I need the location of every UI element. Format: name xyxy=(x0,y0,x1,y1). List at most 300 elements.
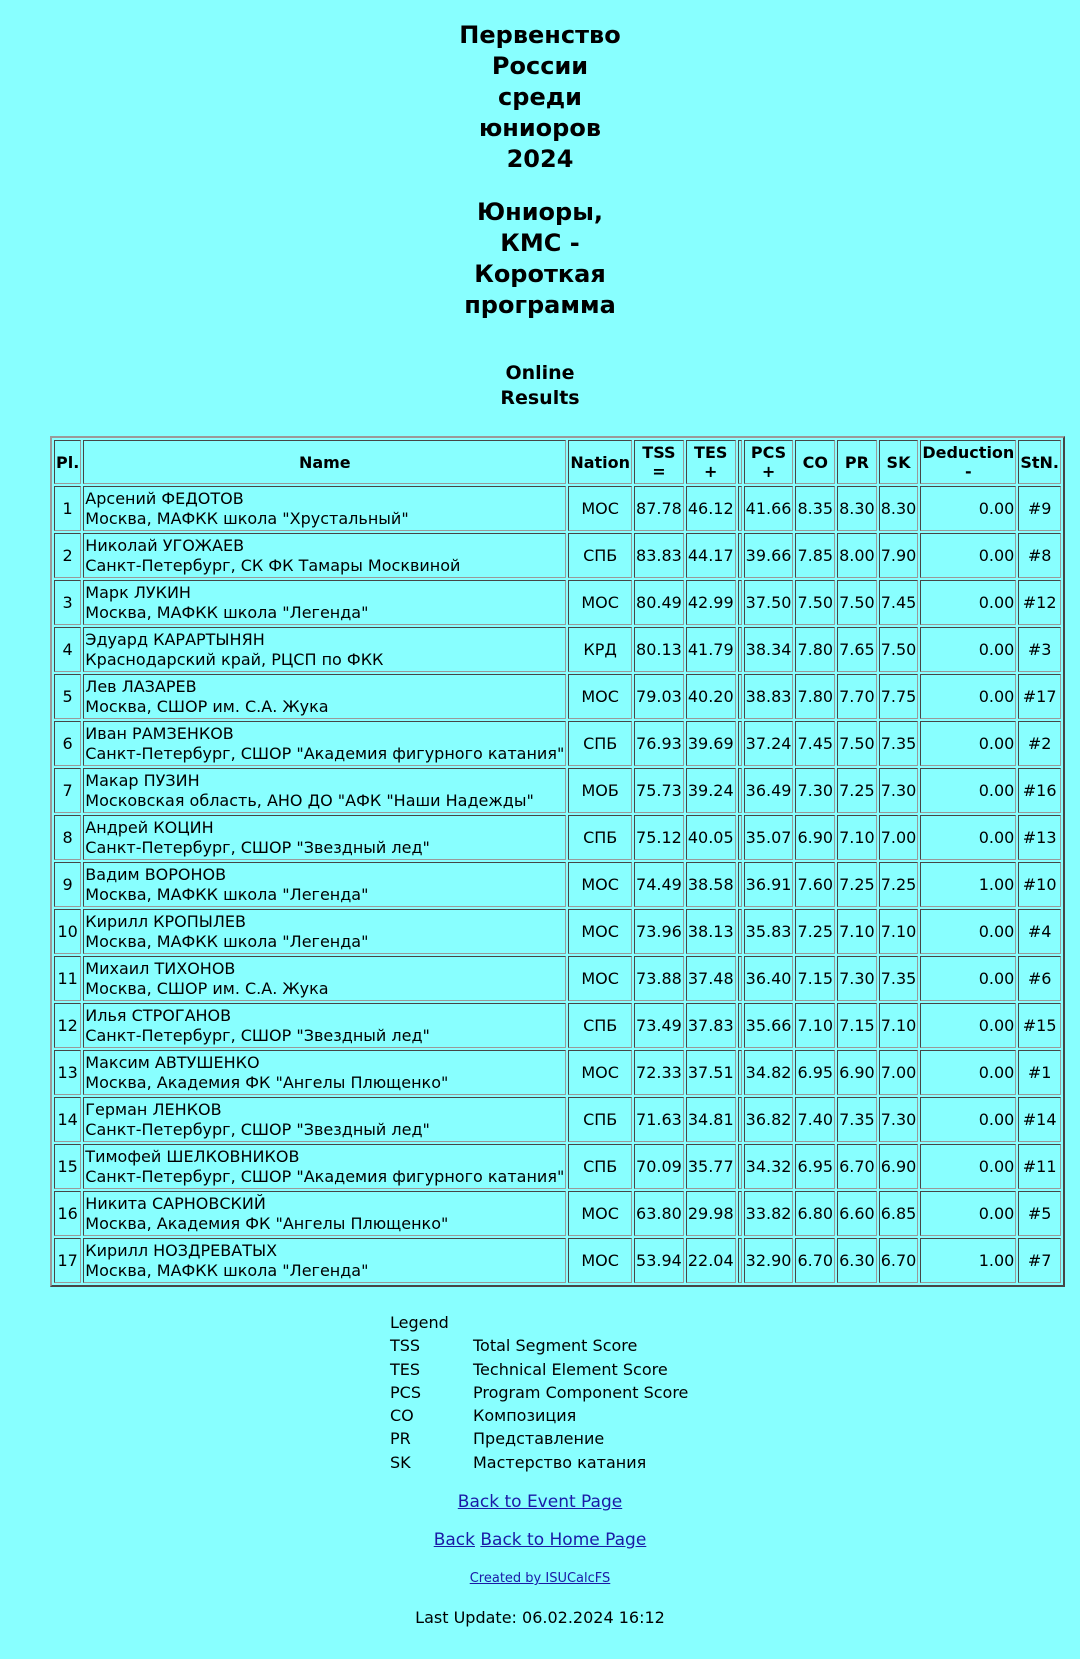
sk-cell: 8.30 xyxy=(879,486,919,531)
tes-cell: 38.13 xyxy=(686,909,736,954)
co-cell: 7.15 xyxy=(795,956,835,1001)
name-cell xyxy=(83,1097,566,1142)
legend-abbr: TSS xyxy=(390,1336,421,1356)
sk-cell: 7.10 xyxy=(879,909,919,954)
deduction-cell: 0.00 xyxy=(920,815,1016,860)
pr-cell: 6.60 xyxy=(837,1191,877,1236)
nation-cell: СПБ xyxy=(568,533,632,578)
sk-cell: 7.30 xyxy=(879,768,919,813)
nation-cell: СПБ xyxy=(568,1097,632,1142)
tes-cell: 44.17 xyxy=(686,533,736,578)
sk-cell: 7.45 xyxy=(879,580,919,625)
nation-cell: МОС xyxy=(568,1238,632,1283)
deduction-cell: 0.00 xyxy=(920,768,1016,813)
legend-abbr: TES xyxy=(390,1359,421,1379)
table-row xyxy=(54,1097,1061,1142)
deduction-cell: 0.00 xyxy=(920,580,1016,625)
tes-cell: 40.20 xyxy=(686,674,736,719)
co-cell: 8.35 xyxy=(795,486,835,531)
deduction-cell: 0.00 xyxy=(920,909,1016,954)
co-cell: 7.80 xyxy=(795,674,835,719)
name-cell xyxy=(83,721,566,766)
co-cell: 7.80 xyxy=(795,627,835,672)
name-cell xyxy=(83,533,566,578)
tss-cell: 75.73 xyxy=(634,768,684,813)
tes-cell: 37.51 xyxy=(686,1050,736,1095)
header-pr: PR xyxy=(837,440,877,484)
stn-cell: #2 xyxy=(1018,721,1061,766)
legend-item xyxy=(390,1451,688,1474)
skater-name: Иван РАМЗЕНКОВ xyxy=(85,723,234,743)
legend-desc: Композиция xyxy=(473,1406,577,1426)
skater-name: Кирилл НОЗДРЕВАТЫХ xyxy=(85,1240,278,1260)
name-cell xyxy=(83,1238,566,1283)
pcs-cell: 36.40 xyxy=(744,956,794,1001)
tes-cell: 39.69 xyxy=(686,721,736,766)
deduction-cell: 0.00 xyxy=(920,1144,1016,1189)
legend-item xyxy=(390,1358,688,1381)
deduction-cell: 1.00 xyxy=(920,862,1016,907)
skater-club: Санкт-Петербург, СШОР "Звездный лед" xyxy=(85,1119,430,1139)
tes-cell: 42.99 xyxy=(686,580,736,625)
header-tss: TSS = xyxy=(634,440,684,484)
stn-cell: #16 xyxy=(1018,768,1061,813)
skater-name: Макар ПУЗИН xyxy=(85,770,200,790)
tss-cell: 73.88 xyxy=(634,956,684,1001)
deduction-cell: 0.00 xyxy=(920,674,1016,719)
tes-cell: 35.77 xyxy=(686,1144,736,1189)
table-row xyxy=(54,956,1061,1001)
results-table xyxy=(50,436,1065,1287)
deduction-cell: 1.00 xyxy=(920,1238,1016,1283)
deduction-cell: 0.00 xyxy=(920,533,1016,578)
legend-item xyxy=(390,1404,688,1427)
tes-cell: 22.04 xyxy=(686,1238,736,1283)
stn-cell: #6 xyxy=(1018,956,1061,1001)
back-to-event-link[interactable]: Back to Event Page xyxy=(457,1492,623,1512)
nation-cell: СПБ xyxy=(568,721,632,766)
tss-cell: 80.49 xyxy=(634,580,684,625)
spacer-cell xyxy=(738,721,742,766)
table-row xyxy=(54,486,1061,531)
skater-name: Максим АВТУШЕНКО xyxy=(85,1052,260,1072)
skater-name: Никита САРНОВСКИЙ xyxy=(85,1193,266,1213)
pr-cell: 7.10 xyxy=(837,909,877,954)
pr-cell: 8.30 xyxy=(837,486,877,531)
name-cell xyxy=(83,486,566,531)
pcs-cell: 36.91 xyxy=(744,862,794,907)
home-links-container xyxy=(0,1530,1080,1550)
table-row xyxy=(54,627,1061,672)
back-to-home-link[interactable]: Back to Home Page xyxy=(480,1530,647,1550)
table-row xyxy=(54,533,1061,578)
table-row xyxy=(54,768,1061,813)
nation-cell: МОС xyxy=(568,862,632,907)
pr-cell: 6.90 xyxy=(837,1050,877,1095)
event-link-container xyxy=(0,1492,1080,1512)
stn-cell: #12 xyxy=(1018,580,1061,625)
header-deduction: Deduction - xyxy=(920,440,1016,484)
skater-club: Москва, СШОР им. С.А. Жука xyxy=(85,696,329,716)
pcs-cell: 35.83 xyxy=(744,909,794,954)
skater-name: Кирилл КРОПЫЛЕВ xyxy=(85,911,247,931)
header-nation: Nation xyxy=(568,440,632,484)
table-row xyxy=(54,674,1061,719)
table-row xyxy=(54,1191,1061,1236)
co-cell: 6.95 xyxy=(795,1050,835,1095)
pr-cell: 7.25 xyxy=(837,768,877,813)
sk-cell: 6.70 xyxy=(879,1238,919,1283)
co-cell: 7.45 xyxy=(795,721,835,766)
name-cell xyxy=(83,1050,566,1095)
skater-club: Москва, МАФКК школа "Хрустальный" xyxy=(85,508,409,528)
legend-title: Legend xyxy=(390,1313,449,1332)
legend xyxy=(390,1311,688,1474)
table-row xyxy=(54,1238,1061,1283)
skater-club: Москва, Академия ФК "Ангелы Плющенко" xyxy=(85,1213,449,1233)
pcs-cell: 41.66 xyxy=(744,486,794,531)
legend-abbr: CO xyxy=(390,1406,414,1426)
co-cell: 7.40 xyxy=(795,1097,835,1142)
name-cell xyxy=(83,627,566,672)
stn-cell: #13 xyxy=(1018,815,1061,860)
legend-desc: Technical Element Score xyxy=(473,1359,668,1379)
skater-name: Вадим ВОРОНОВ xyxy=(85,864,227,884)
place-cell: 12 xyxy=(54,1003,81,1048)
skater-name: Лев ЛАЗАРЕВ xyxy=(85,676,197,696)
legend-abbr: PCS xyxy=(390,1382,421,1402)
stn-cell: #3 xyxy=(1018,627,1061,672)
stn-cell: #1 xyxy=(1018,1050,1061,1095)
spacer-cell xyxy=(738,1097,742,1142)
tss-cell: 87.78 xyxy=(634,486,684,531)
tes-cell: 46.12 xyxy=(686,486,736,531)
skater-club: Москва, МАФКК школа "Легенда" xyxy=(85,1260,369,1280)
name-cell xyxy=(83,909,566,954)
skater-club: Санкт-Петербург, СК ФК Тамары Москвиной xyxy=(85,555,461,575)
tes-cell: 37.48 xyxy=(686,956,736,1001)
spacer-cell xyxy=(738,815,742,860)
sk-cell: 7.35 xyxy=(879,721,919,766)
tss-cell: 73.96 xyxy=(634,909,684,954)
header-spacer xyxy=(738,440,742,484)
tss-cell: 80.13 xyxy=(634,627,684,672)
tss-cell: 73.49 xyxy=(634,1003,684,1048)
sk-cell: 6.85 xyxy=(879,1191,919,1236)
pcs-cell: 35.66 xyxy=(744,1003,794,1048)
header-stn: StN. xyxy=(1018,440,1061,484)
stn-cell: #17 xyxy=(1018,674,1061,719)
deduction-cell: 0.00 xyxy=(920,1050,1016,1095)
header-pcs: PCS + xyxy=(744,440,794,484)
nation-cell: КРД xyxy=(568,627,632,672)
name-cell xyxy=(83,815,566,860)
stn-cell: #10 xyxy=(1018,862,1061,907)
pr-cell: 7.25 xyxy=(837,862,877,907)
stn-cell: #11 xyxy=(1018,1144,1061,1189)
nation-cell: МОС xyxy=(568,580,632,625)
pcs-cell: 38.34 xyxy=(744,627,794,672)
sk-cell: 7.30 xyxy=(879,1097,919,1142)
last-update: Last Update: 06.02.2024 16:12 xyxy=(415,1608,665,1627)
skater-club: Краснодарский край, РЦСП по ФКК xyxy=(85,649,384,669)
deduction-cell: 0.00 xyxy=(920,956,1016,1001)
name-cell xyxy=(83,1003,566,1048)
name-cell xyxy=(83,1191,566,1236)
table-row xyxy=(54,815,1061,860)
stn-cell: #9 xyxy=(1018,486,1061,531)
skater-club: Москва, СШОР им. С.А. Жука xyxy=(85,978,329,998)
legend-item xyxy=(390,1381,688,1404)
nation-cell: МОС xyxy=(568,674,632,719)
spacer-cell xyxy=(738,627,742,672)
skater-club: Санкт-Петербург, СШОР "Звездный лед" xyxy=(85,837,430,857)
nation-cell: СПБ xyxy=(568,1003,632,1048)
place-cell: 8 xyxy=(54,815,81,860)
stn-cell: #5 xyxy=(1018,1191,1061,1236)
pr-cell: 7.65 xyxy=(837,627,877,672)
event-title: Первенство России среди юниоров 2024 xyxy=(459,21,621,173)
segment-title: Юниоры, КМС - Короткая программа xyxy=(464,198,616,319)
pcs-cell: 39.66 xyxy=(744,533,794,578)
deduction-cell: 0.00 xyxy=(920,627,1016,672)
pr-cell: 7.35 xyxy=(837,1097,877,1142)
sk-cell: 7.25 xyxy=(879,862,919,907)
stn-cell: #14 xyxy=(1018,1097,1061,1142)
deduction-cell: 0.00 xyxy=(920,1191,1016,1236)
sk-cell: 7.50 xyxy=(879,627,919,672)
tss-cell: 63.80 xyxy=(634,1191,684,1236)
sk-cell: 6.90 xyxy=(879,1144,919,1189)
spacer-cell xyxy=(738,674,742,719)
nation-cell: СПБ xyxy=(568,1144,632,1189)
nation-cell: МОС xyxy=(568,1050,632,1095)
pcs-cell: 34.82 xyxy=(744,1050,794,1095)
tss-cell: 71.63 xyxy=(634,1097,684,1142)
nation-cell: МОС xyxy=(568,1191,632,1236)
skater-name: Андрей КОЦИН xyxy=(85,817,214,837)
spacer-cell xyxy=(738,580,742,625)
skater-name: Эдуард КАРАРТЫНЯН xyxy=(85,629,265,649)
header-name: Name xyxy=(83,440,566,484)
place-cell: 7 xyxy=(54,768,81,813)
tss-cell: 83.83 xyxy=(634,533,684,578)
legend-abbr: PR xyxy=(390,1429,411,1449)
place-cell: 3 xyxy=(54,580,81,625)
pcs-cell: 38.83 xyxy=(744,674,794,719)
co-cell: 7.85 xyxy=(795,533,835,578)
nation-cell: МОС xyxy=(568,956,632,1001)
stn-cell: #8 xyxy=(1018,533,1061,578)
sk-cell: 7.75 xyxy=(879,674,919,719)
name-cell xyxy=(83,580,566,625)
pcs-cell: 33.82 xyxy=(744,1191,794,1236)
sk-cell: 7.00 xyxy=(879,1050,919,1095)
co-cell: 7.60 xyxy=(795,862,835,907)
skater-club: Санкт-Петербург, СШОР "Звездный лед" xyxy=(85,1025,430,1045)
header-tes: TES + xyxy=(686,440,736,484)
skater-club: Москва, МАФКК школа "Легенда" xyxy=(85,602,369,622)
pcs-cell: 37.24 xyxy=(744,721,794,766)
tes-cell: 41.79 xyxy=(686,627,736,672)
stn-cell: #15 xyxy=(1018,1003,1061,1048)
deduction-cell: 0.00 xyxy=(920,1097,1016,1142)
pcs-cell: 36.49 xyxy=(744,768,794,813)
pr-cell: 7.15 xyxy=(837,1003,877,1048)
nation-cell: СПБ xyxy=(568,815,632,860)
sk-cell: 7.10 xyxy=(879,1003,919,1048)
legend-item xyxy=(390,1427,688,1450)
co-cell: 6.70 xyxy=(795,1238,835,1283)
co-cell: 7.10 xyxy=(795,1003,835,1048)
legend-desc: Представление xyxy=(473,1429,605,1449)
skater-name: Арсений ФЕДОТОВ xyxy=(85,488,244,508)
sk-cell: 7.90 xyxy=(879,533,919,578)
sk-cell: 7.00 xyxy=(879,815,919,860)
pcs-cell: 35.07 xyxy=(744,815,794,860)
skater-name: Михаил ТИХОНОВ xyxy=(85,958,236,978)
place-cell: 4 xyxy=(54,627,81,672)
table-row xyxy=(54,721,1061,766)
place-cell: 11 xyxy=(54,956,81,1001)
pcs-cell: 37.50 xyxy=(744,580,794,625)
spacer-cell xyxy=(738,533,742,578)
place-cell: 5 xyxy=(54,674,81,719)
table-row xyxy=(54,1144,1061,1189)
table-row xyxy=(54,862,1061,907)
place-cell: 13 xyxy=(54,1050,81,1095)
table-row xyxy=(54,1003,1061,1048)
nation-cell: МОБ xyxy=(568,768,632,813)
tes-cell: 37.83 xyxy=(686,1003,736,1048)
place-cell: 6 xyxy=(54,721,81,766)
stn-cell: #7 xyxy=(1018,1238,1061,1283)
spacer-cell xyxy=(738,909,742,954)
tes-cell: 39.24 xyxy=(686,768,736,813)
tss-cell: 72.33 xyxy=(634,1050,684,1095)
page-header xyxy=(0,0,1080,411)
legend-abbr: SK xyxy=(390,1452,411,1472)
results-body xyxy=(54,486,1061,1283)
pcs-cell: 36.82 xyxy=(744,1097,794,1142)
online-results-title: Online Results xyxy=(500,362,580,409)
place-cell: 9 xyxy=(54,862,81,907)
skater-name: Марк ЛУКИН xyxy=(85,582,191,602)
co-cell: 7.30 xyxy=(795,768,835,813)
created-by-container xyxy=(0,1571,1080,1586)
name-cell xyxy=(83,1144,566,1189)
back-link[interactable]: Back xyxy=(433,1530,475,1550)
skater-club: Санкт-Петербург, СШОР "Академия фигурного катания" xyxy=(85,743,565,763)
pcs-cell: 34.32 xyxy=(744,1144,794,1189)
skater-name: Илья СТРОГАНОВ xyxy=(85,1005,232,1025)
place-cell: 1 xyxy=(54,486,81,531)
nation-cell: МОС xyxy=(568,486,632,531)
spacer-cell xyxy=(738,862,742,907)
legend-items xyxy=(390,1334,688,1474)
legend-desc: Мастерство катания xyxy=(473,1452,647,1472)
co-cell: 7.50 xyxy=(795,580,835,625)
spacer-cell xyxy=(738,1003,742,1048)
pr-cell: 7.70 xyxy=(837,674,877,719)
deduction-cell: 0.00 xyxy=(920,721,1016,766)
pr-cell: 8.00 xyxy=(837,533,877,578)
skater-name: Николай УГОЖАЕВ xyxy=(85,535,245,555)
co-cell: 6.95 xyxy=(795,1144,835,1189)
skater-club: Санкт-Петербург, СШОР "Академия фигурного катания" xyxy=(85,1166,565,1186)
tes-cell: 34.81 xyxy=(686,1097,736,1142)
place-cell: 10 xyxy=(54,909,81,954)
tss-cell: 53.94 xyxy=(634,1238,684,1283)
nation-cell: МОС xyxy=(568,909,632,954)
place-cell: 15 xyxy=(54,1144,81,1189)
pr-cell: 7.50 xyxy=(837,721,877,766)
skater-club: Московская область, АНО ДО "АФК "Наши Надежды" xyxy=(85,790,534,810)
pr-cell: 6.70 xyxy=(837,1144,877,1189)
table-row xyxy=(54,580,1061,625)
header-co: CO xyxy=(795,440,835,484)
deduction-cell: 0.00 xyxy=(920,1003,1016,1048)
stn-cell: #4 xyxy=(1018,909,1061,954)
tes-cell: 38.58 xyxy=(686,862,736,907)
tss-cell: 76.93 xyxy=(634,721,684,766)
pr-cell: 7.10 xyxy=(837,815,877,860)
table-row xyxy=(54,1050,1061,1095)
skater-name: Герман ЛЕНКОВ xyxy=(85,1099,222,1119)
skater-name: Тимофей ШЕЛКОВНИКОВ xyxy=(85,1146,300,1166)
skater-club: Москва, МАФКК школа "Легенда" xyxy=(85,884,369,904)
name-cell xyxy=(83,768,566,813)
tes-cell: 29.98 xyxy=(686,1191,736,1236)
header-sk: SK xyxy=(879,440,919,484)
tss-cell: 79.03 xyxy=(634,674,684,719)
spacer-cell xyxy=(738,1144,742,1189)
tes-cell: 40.05 xyxy=(686,815,736,860)
header-place: Pl. xyxy=(54,440,81,484)
name-cell xyxy=(83,956,566,1001)
co-cell: 6.80 xyxy=(795,1191,835,1236)
pcs-cell: 32.90 xyxy=(744,1238,794,1283)
name-cell xyxy=(83,862,566,907)
pr-cell: 7.30 xyxy=(837,956,877,1001)
place-cell: 17 xyxy=(54,1238,81,1283)
sk-cell: 7.35 xyxy=(879,956,919,1001)
spacer-cell xyxy=(738,1191,742,1236)
created-by-link[interactable]: Created by ISUCalcFS xyxy=(469,1571,611,1586)
place-cell: 14 xyxy=(54,1097,81,1142)
tss-cell: 74.49 xyxy=(634,862,684,907)
co-cell: 6.90 xyxy=(795,815,835,860)
place-cell: 2 xyxy=(54,533,81,578)
skater-club: Москва, МАФКК школа "Легенда" xyxy=(85,931,369,951)
results-header-row xyxy=(54,440,1061,484)
co-cell: 7.25 xyxy=(795,909,835,954)
skater-club: Москва, Академия ФК "Ангелы Плющенко" xyxy=(85,1072,449,1092)
legend-desc: Total Segment Score xyxy=(473,1336,638,1356)
legend-item xyxy=(390,1334,688,1357)
pr-cell: 6.30 xyxy=(837,1238,877,1283)
spacer-cell xyxy=(738,1238,742,1283)
spacer-cell xyxy=(738,1050,742,1095)
name-cell xyxy=(83,674,566,719)
table-row xyxy=(54,909,1061,954)
pr-cell: 7.50 xyxy=(837,580,877,625)
spacer-cell xyxy=(738,956,742,1001)
legend-desc: Program Component Score xyxy=(473,1382,689,1402)
spacer-cell xyxy=(738,768,742,813)
spacer-cell xyxy=(738,486,742,531)
place-cell: 16 xyxy=(54,1191,81,1236)
